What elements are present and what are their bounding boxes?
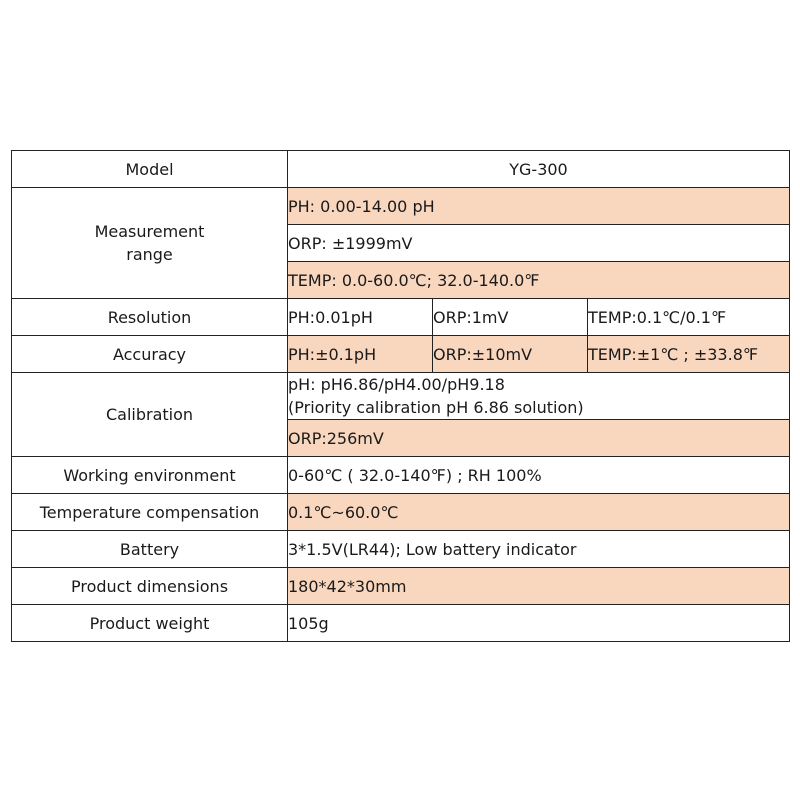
product-dimensions-value: 180*42*30mm <box>288 568 790 605</box>
measurement-range-ph: PH: 0.00-14.00 pH <box>288 188 790 225</box>
row-measurement-range-ph <box>12 188 790 225</box>
product-weight-label: Product weight <box>12 605 288 642</box>
calibration-label: Calibration <box>12 373 288 457</box>
accuracy-ph: PH:±0.1pH <box>288 336 433 373</box>
row-battery <box>12 531 790 568</box>
accuracy-orp: ORP:±10mV <box>433 336 588 373</box>
model-label: Model <box>12 151 288 188</box>
resolution-label: Resolution <box>12 299 288 336</box>
row-accuracy <box>12 336 790 373</box>
calibration-orp: ORP:256mV <box>288 420 790 457</box>
row-model <box>12 151 790 188</box>
calibration-ph-line1: pH: pH6.86/pH4.00/pH9.18 <box>288 375 505 394</box>
temperature-compensation-label: Temperature compensation <box>12 494 288 531</box>
product-dimensions-label: Product dimensions <box>12 568 288 605</box>
measurement-range-orp: ORP: ±1999mV <box>288 225 790 262</box>
calibration-ph <box>288 373 790 420</box>
working-environment-label: Working environment <box>12 457 288 494</box>
accuracy-label: Accuracy <box>12 336 288 373</box>
row-resolution <box>12 299 790 336</box>
row-product-weight <box>12 605 790 642</box>
accuracy-temp: TEMP:±1℃ ; ±33.8℉ <box>588 336 790 373</box>
resolution-temp: TEMP:0.1℃/0.1℉ <box>588 299 790 336</box>
battery-label: Battery <box>12 531 288 568</box>
temperature-compensation-value: 0.1℃~60.0℃ <box>288 494 790 531</box>
row-calibration-ph <box>12 373 790 420</box>
resolution-orp: ORP:1mV <box>433 299 588 336</box>
working-environment-value: 0-60℃ ( 32.0-140℉) ; RH 100% <box>288 457 790 494</box>
product-weight-value: 105g <box>288 605 790 642</box>
row-temperature-compensation <box>12 494 790 531</box>
measurement-range-label-line1: Measurement <box>94 222 205 241</box>
measurement-range-label-line2: range <box>126 245 173 264</box>
battery-value: 3*1.5V(LR44); Low battery indicator <box>288 531 790 568</box>
measurement-range-temp: TEMP: 0.0-60.0℃; 32.0-140.0℉ <box>288 262 790 299</box>
resolution-ph: PH:0.01pH <box>288 299 433 336</box>
spec-table <box>11 150 790 642</box>
measurement-range-label <box>12 188 288 299</box>
model-value: YG-300 <box>288 151 790 188</box>
row-working-environment <box>12 457 790 494</box>
calibration-ph-line2: (Priority calibration pH 6.86 solution) <box>288 398 584 417</box>
row-product-dimensions <box>12 568 790 605</box>
